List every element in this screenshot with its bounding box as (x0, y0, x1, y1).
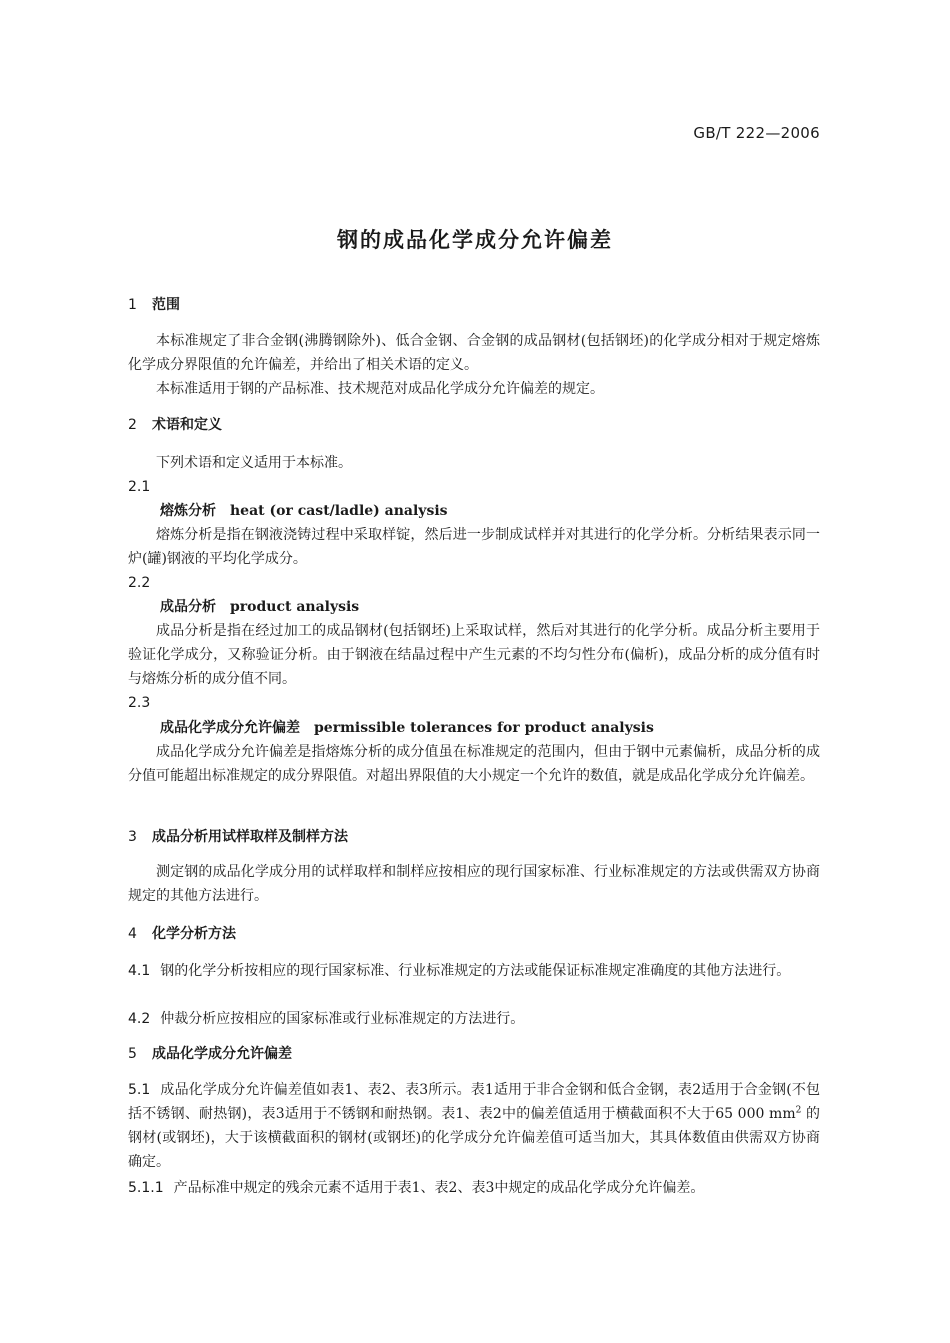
clause-5-1 (128, 1078, 820, 1174)
clause-number: 4.2 (128, 1011, 151, 1027)
clause-text: 仲裁分析应按相应的国家标准或行业标准规定的方法进行。 (160, 1011, 525, 1027)
section-title: 术语和定义 (152, 417, 222, 433)
term-en: permissible tolerances for product analysis (314, 720, 654, 736)
term-2-1 (128, 499, 852, 523)
clause-text: 的钢材(或钢坯)，大于该横截面积的钢材(或钢坯)的化学成分允许偏差值可适当加大，其具体数值由供需双方协商确定。 (128, 1106, 821, 1170)
term-zh: 成品分析 (160, 599, 216, 615)
section-title: 化学分析方法 (152, 926, 236, 942)
section-title: 成品化学成分允许偏差 (152, 1046, 292, 1062)
clause-number: 2.3 (128, 695, 151, 711)
clause-4-2 (128, 1007, 820, 1031)
clause-number: 2.2 (128, 575, 151, 591)
clause-5-1-1 (128, 1176, 820, 1200)
paragraph: 测定钢的成品化学成分用的试样取样和制样应按相应的现行国家标准、行业标准规定的方法或供需双方协商规定的其他方法进行。 (128, 864, 820, 904)
paragraph: 本标准适用于钢的产品标准、技术规范对成品化学成分允许偏差的规定。 (156, 381, 604, 397)
section-number: 4 (128, 926, 137, 942)
term-en: heat (or cast/ladle) analysis (230, 503, 448, 519)
clause-text: 产品标准中规定的残余元素不适用于表1、表2、表3中规定的成品化学成分允许偏差。 (173, 1180, 705, 1196)
paragraph: 下列术语和定义适用于本标准。 (156, 455, 352, 471)
clause-number: 2.1 (128, 479, 151, 495)
term-2-3 (128, 716, 852, 740)
section-3-heading (128, 825, 820, 849)
standard-code: GB/T 222—2006 (693, 124, 820, 142)
section-title: 范围 (152, 297, 180, 313)
clause-number: 4.1 (128, 963, 151, 979)
document-title: 钢的成品化学成分允许偏差 (337, 228, 613, 252)
section-5-heading (128, 1042, 820, 1066)
clause-number: 5.1 (128, 1082, 151, 1098)
clause-number: 5.1.1 (128, 1180, 164, 1196)
section-2-heading (128, 413, 820, 437)
term-definition: 熔炼分析是指在钢液浇铸过程中采取样锭，然后进一步制成试样并对其进行的化学分析。分析结果表示同一炉(罐)钢液的平均化学成分。 (128, 527, 820, 567)
paragraph: 本标准规定了非合金钢(沸腾钢除外)、低合金钢、合金钢的成品钢材(包括钢坯)的化学成分相对于规定熔炼化学成分界限值的允许偏差，并给出了相关术语的定义。 (128, 333, 820, 373)
term-2-2 (128, 595, 852, 619)
clause-text: 钢的化学分析按相应的现行国家标准、行业标准规定的方法或能保证标准规定准确度的其他方法进行。 (160, 963, 791, 979)
section-number: 2 (128, 417, 137, 433)
section-number: 3 (128, 829, 137, 845)
section-title: 成品分析用试样取样及制样方法 (152, 829, 348, 845)
term-zh: 熔炼分析 (160, 503, 216, 519)
term-zh: 成品化学成分允许偏差 (160, 720, 300, 736)
section-number: 5 (128, 1046, 137, 1062)
clause-text: 成品化学成分允许偏差值如表1、表2、表3所示。表1适用于非合金钢和低合金钢，表2适用于合金钢(不包括不锈钢、耐热钢)，表3适用于不锈钢和耐热钢。表1、表2中的偏差值适用于横截面积不大于65 000 mm (128, 1082, 820, 1122)
clause-4-1 (128, 959, 820, 983)
term-definition: 成品化学成分允许偏差是指熔炼分析的成分值虽在标准规定的范围内，但由于钢中元素偏析，成品分析的成分值可能超出标准规定的成分界限值。对超出界限值的大小规定一个允许的数值，就是成品化学成分允许偏差。 (128, 744, 820, 784)
section-number: 1 (128, 297, 137, 313)
superscript: 2 (795, 1105, 802, 1116)
term-en: product analysis (230, 599, 360, 615)
section-4-heading (128, 922, 820, 946)
term-definition: 成品分析是指在经过加工的成品钢材(包括钢坯)上采取试样，然后对其进行的化学分析。成品分析主要用于验证化学成分，又称验证分析。由于钢液在结晶过程中产生元素的不均匀性分布(偏析)，成品分析的成分值有时与熔炼分析的成分值不同。 (128, 623, 820, 687)
section-1-heading (128, 293, 820, 317)
